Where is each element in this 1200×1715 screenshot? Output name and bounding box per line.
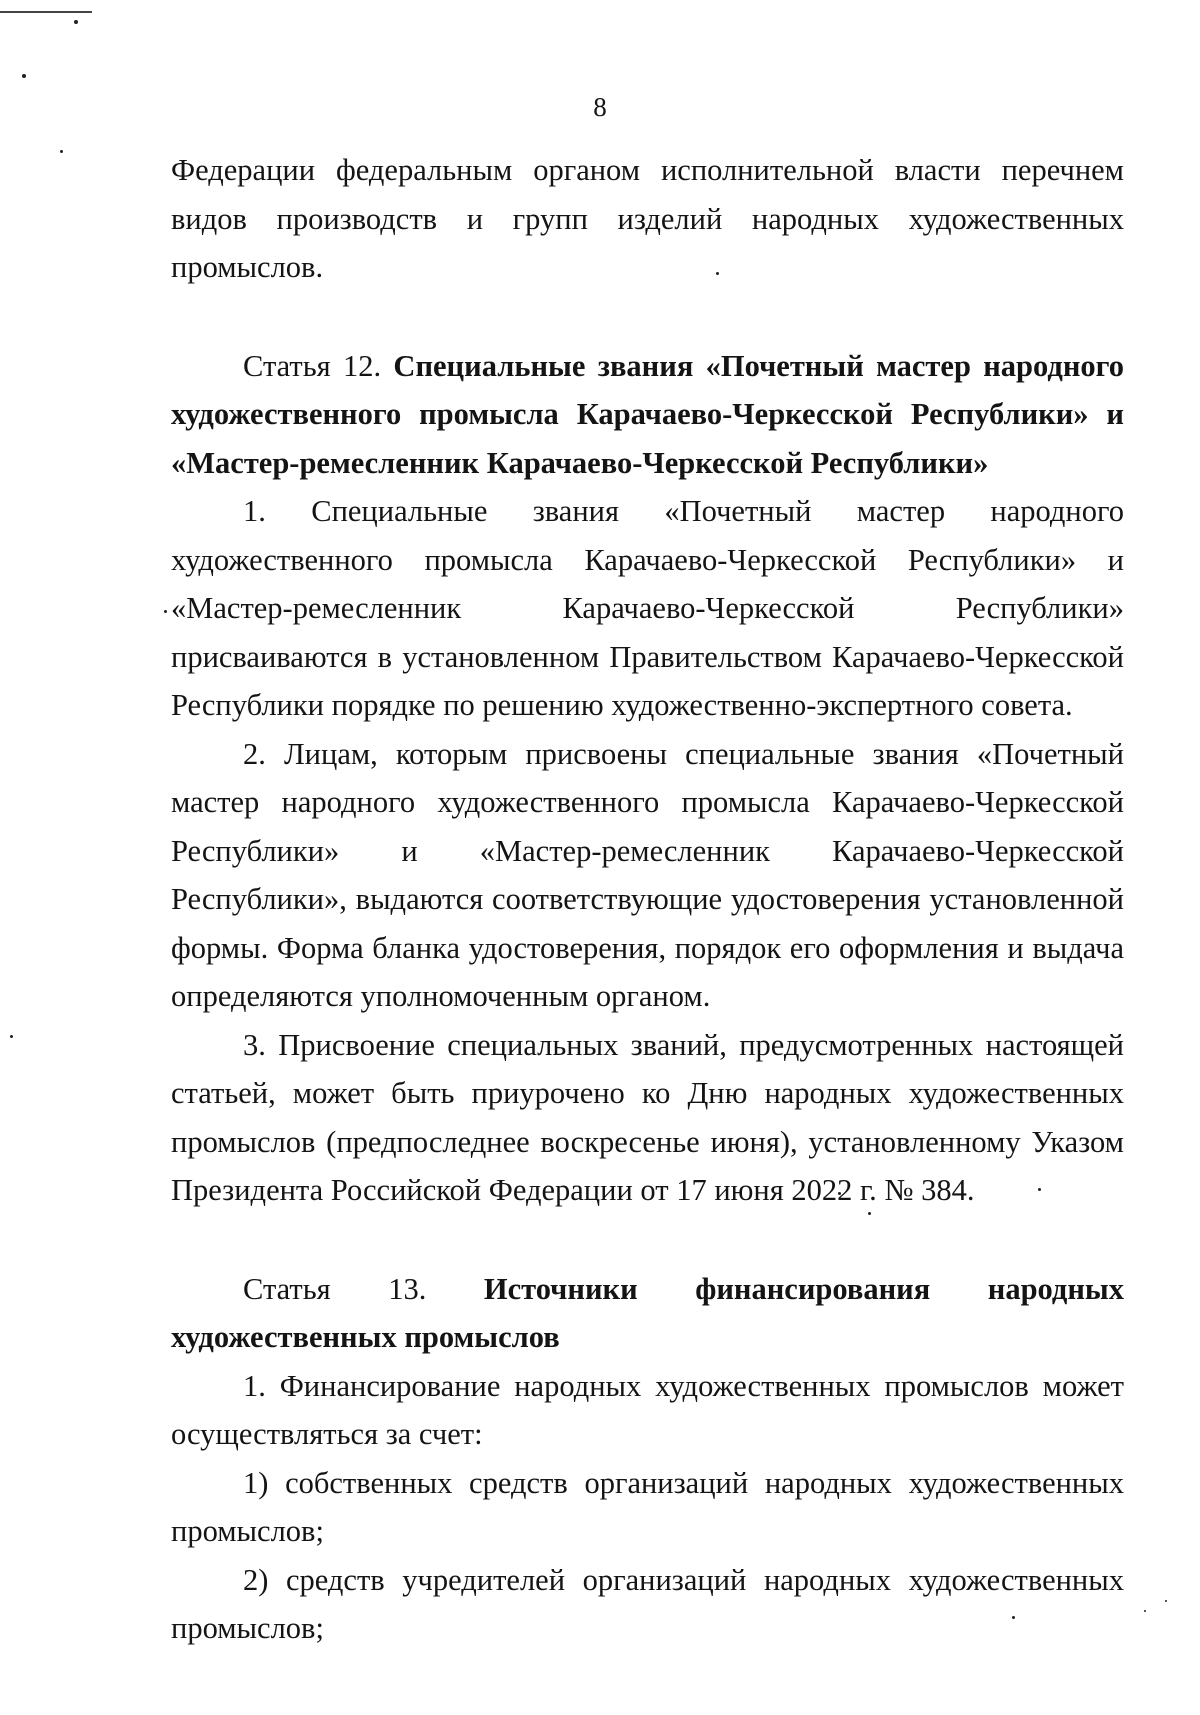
article-13-paragraph-1: 1. Финансирование народных художественных промыслов может осуществляться за счет:: [171, 1368, 1124, 1451]
article-13-title: Источники финансирования народных художественных промыслов: [171, 1271, 1124, 1354]
article-13-heading: [171, 1265, 1124, 1362]
scan-speck: [1144, 1610, 1146, 1612]
scan-speck: [22, 74, 26, 78]
article-13-number: Статья 13.: [243, 1271, 484, 1306]
article-12-paragraph-2: 2. Лицам, которым присвоены специальные звания «Почетный мастер народного художественного промысла Карачаево-Черкесской Республики» и «Мастер-ремесленник Карачаево-Черкесской Республики», выдаются соответствующие удостоверения установленной формы. Форма бланка удостоверения, порядок его оформления и выдача определяются уполномоченным органом.: [171, 736, 1124, 1013]
document-body: [171, 146, 1124, 1653]
scan-speck: [10, 1035, 13, 1038]
article-12-title: Специальные звания «Почетный мастер народного художественного промысла Карачаево-Черкесской Республики» и «Мастер-ремесленник Карачаево-Черкесской Республики»: [171, 348, 1124, 480]
article-12-paragraph-1: 1. Специальные звания «Почетный мастер народного художественного промысла Карачаево-Черкесской Республики» и «Мастер-ремесленник Карачаево-Черкесской Республики» присваиваются в установленном Правительством Карачаево-Черкесской Республики порядке по решению художественно-экспертного совета.: [171, 494, 1124, 722]
scan-speck: [74, 20, 78, 24]
scan-speck: [1165, 1600, 1167, 1602]
article-13-item-2: 2) средств учредителей организаций народных художественных промыслов;: [171, 1562, 1124, 1645]
scan-edge-mark: [0, 11, 92, 13]
article-12-paragraph-3: 3. Присвоение специальных званий, предусмотренных настоящей статьей, может быть приурочено ко Дню народных художественных промыслов (предпоследнее воскресенье июня), установленному Указом Президента Российской Федерации от 17 июня 2022 г. № 384.: [171, 1027, 1124, 1207]
article-13-item-1: 1) собственных средств организаций народных художественных промыслов;: [171, 1465, 1124, 1548]
page-number: 8: [593, 92, 607, 122]
paragraph-intro: Федерации федеральным органом исполнительной власти перечнем видов производств и групп изделий народных художественных промыслов.: [171, 153, 1124, 284]
article-12-heading: [171, 342, 1124, 488]
article-12-number: Статья 12.: [243, 348, 394, 383]
scan-speck: [164, 610, 167, 613]
scan-speck: [60, 150, 63, 153]
